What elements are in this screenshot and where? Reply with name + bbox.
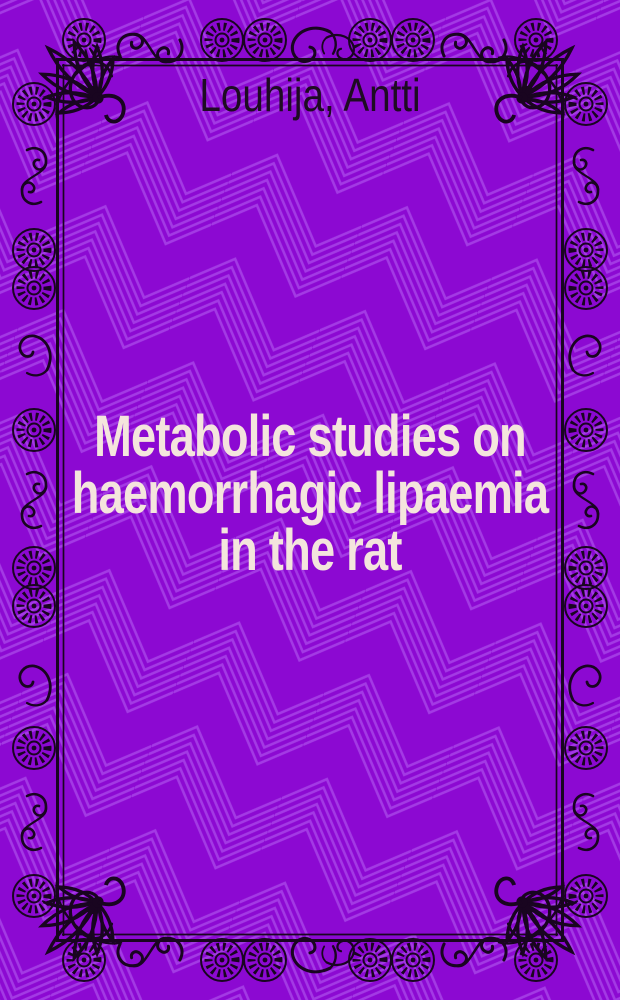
book-title-line-3: in the rat bbox=[218, 518, 402, 583]
author-name: Louhija, Antti bbox=[199, 69, 421, 121]
book-title-line-2: haemorrhagic lipaemia bbox=[71, 461, 549, 526]
book-title-line-1: Metabolic studies on bbox=[94, 404, 526, 469]
